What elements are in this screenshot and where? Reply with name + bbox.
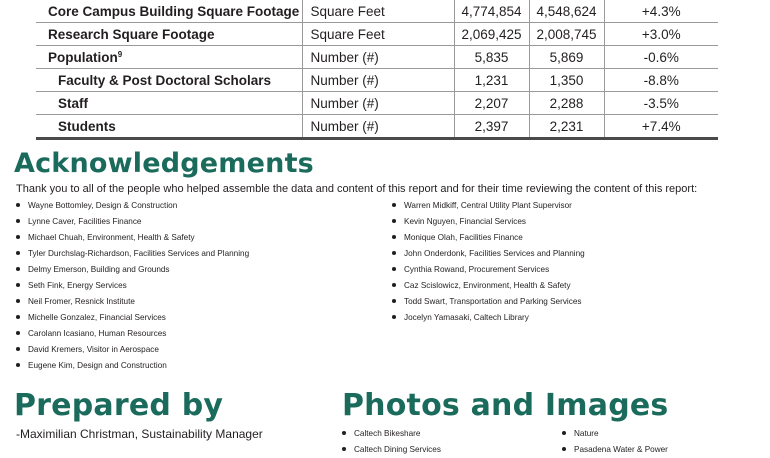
photos-heading: Photos and Images	[342, 388, 669, 423]
acknowledgements-list-left	[16, 198, 249, 374]
bullet-icon	[342, 431, 346, 435]
table-row	[36, 46, 718, 69]
bullet-icon	[562, 447, 566, 451]
row-value-2: 5,869	[529, 46, 604, 69]
table-row	[36, 23, 718, 46]
prepared-by-heading: Prepared by	[14, 388, 224, 423]
list-item: Lynne Caver, Facilities Finance	[16, 214, 249, 230]
bullet-icon	[16, 219, 20, 223]
row-value-1: 1,231	[454, 69, 529, 92]
row-value-1: 2,207	[454, 92, 529, 115]
list-item: Todd Swart, Transportation and Parking Services	[392, 294, 585, 310]
list-item: John Onderdonk, Facilities Services and Planning	[392, 246, 585, 262]
row-value-2: 2,008,745	[529, 23, 604, 46]
acknowledgements-heading: Acknowledgements	[14, 148, 314, 179]
row-label: Population$^9$	[36, 46, 302, 69]
list-item: David Kremers, Visitor in Aerospace	[16, 342, 249, 358]
list-item: Tyler Durchslag-Richardson, Facilities Services and Planning	[16, 246, 249, 262]
row-unit: Number (#)	[302, 92, 454, 115]
table-row	[36, 69, 718, 92]
list-item: Delmy Emerson, Building and Grounds	[16, 262, 249, 278]
row-unit: Square Feet	[302, 0, 454, 23]
row-change: +7.4%	[604, 115, 718, 139]
bullet-icon	[16, 251, 20, 255]
bullet-icon	[562, 431, 566, 435]
row-unit: Number (#)	[302, 46, 454, 69]
row-change: +3.0%	[604, 23, 718, 46]
bullet-icon	[392, 219, 396, 223]
list-item: Neil Fromer, Resnick Institute	[16, 294, 249, 310]
prepared-by-text: -Maximilian Christman, Sustainability Manager	[16, 427, 263, 441]
row-value-1: 5,835	[454, 46, 529, 69]
list-item: Caltech Bikeshare	[342, 426, 441, 442]
list-item: Monique Olah, Facilities Finance	[392, 230, 585, 246]
table-row	[36, 115, 718, 139]
row-value-1: 4,774,854	[454, 0, 529, 23]
list-item: Jocelyn Yamasaki, Caltech Library	[392, 310, 585, 326]
list-item: Michael Chuah, Environment, Health & Safety	[16, 230, 249, 246]
bullet-icon	[16, 331, 20, 335]
bullet-icon	[16, 283, 20, 287]
bullet-icon	[342, 447, 346, 451]
photos-list-right	[562, 426, 668, 458]
row-value-2: 1,350	[529, 69, 604, 92]
bullet-icon	[16, 347, 20, 351]
acknowledgements-list-right	[392, 198, 585, 326]
row-change: -0.6%	[604, 46, 718, 69]
row-unit: Number (#)	[302, 115, 454, 139]
bullet-icon	[16, 235, 20, 239]
bullet-icon	[392, 267, 396, 271]
bullet-icon	[16, 363, 20, 367]
bullet-icon	[392, 315, 396, 319]
row-label: Students	[36, 115, 302, 139]
bullet-icon	[16, 299, 20, 303]
list-item: Cynthia Rowand, Procurement Services	[392, 262, 585, 278]
bullet-icon	[392, 299, 396, 303]
row-value-1: 2,069,425	[454, 23, 529, 46]
table-row	[36, 92, 718, 115]
list-item: Caltech Dining Services	[342, 442, 441, 458]
row-change: +4.3%	[604, 0, 718, 23]
list-item: Wayne Bottomley, Design & Construction	[16, 198, 249, 214]
bullet-icon	[392, 235, 396, 239]
list-item: Caz Scislowicz, Environment, Health & Safety	[392, 278, 585, 294]
row-change: -8.8%	[604, 69, 718, 92]
acknowledgements-intro: Thank you to all of the people who helped assemble the data and content of this report and for their time reviewing the content of this report:	[16, 183, 698, 195]
list-item: Nature	[562, 426, 668, 442]
row-value-2: 2,288	[529, 92, 604, 115]
bullet-icon	[392, 251, 396, 255]
list-item: Eugene Kim, Design and Construction	[16, 358, 249, 374]
photos-list-left	[342, 426, 441, 458]
table-row	[36, 0, 718, 23]
bullet-icon	[392, 203, 396, 207]
row-label: Core Campus Building Square Footage	[36, 0, 302, 23]
row-value-2: 4,548,624	[529, 0, 604, 23]
row-value-1: 2,397	[454, 115, 529, 139]
footnote-marker: 9	[117, 49, 123, 59]
row-unit: Number (#)	[302, 69, 454, 92]
bullet-icon	[16, 203, 20, 207]
row-label: Research Square Footage	[36, 23, 302, 46]
bullet-icon	[16, 315, 20, 319]
metrics-table	[36, 0, 718, 140]
row-unit: Square Feet	[302, 23, 454, 46]
list-item: Carolann Icasiano, Human Resources	[16, 326, 249, 342]
list-item: Seth Fink, Energy Services	[16, 278, 249, 294]
row-change: -3.5%	[604, 92, 718, 115]
row-label: Faculty & Post Doctoral Scholars	[36, 69, 302, 92]
bullet-icon	[392, 283, 396, 287]
list-item: Kevin Nguyen, Financial Services	[392, 214, 585, 230]
row-label: Staff	[36, 92, 302, 115]
list-item: Michelle Gonzalez, Financial Services	[16, 310, 249, 326]
list-item: Pasadena Water & Power	[562, 442, 668, 458]
row-value-2: 2,231	[529, 115, 604, 139]
bullet-icon	[16, 267, 20, 271]
list-item: Warren Midkiff, Central Utility Plant Supervisor	[392, 198, 585, 214]
